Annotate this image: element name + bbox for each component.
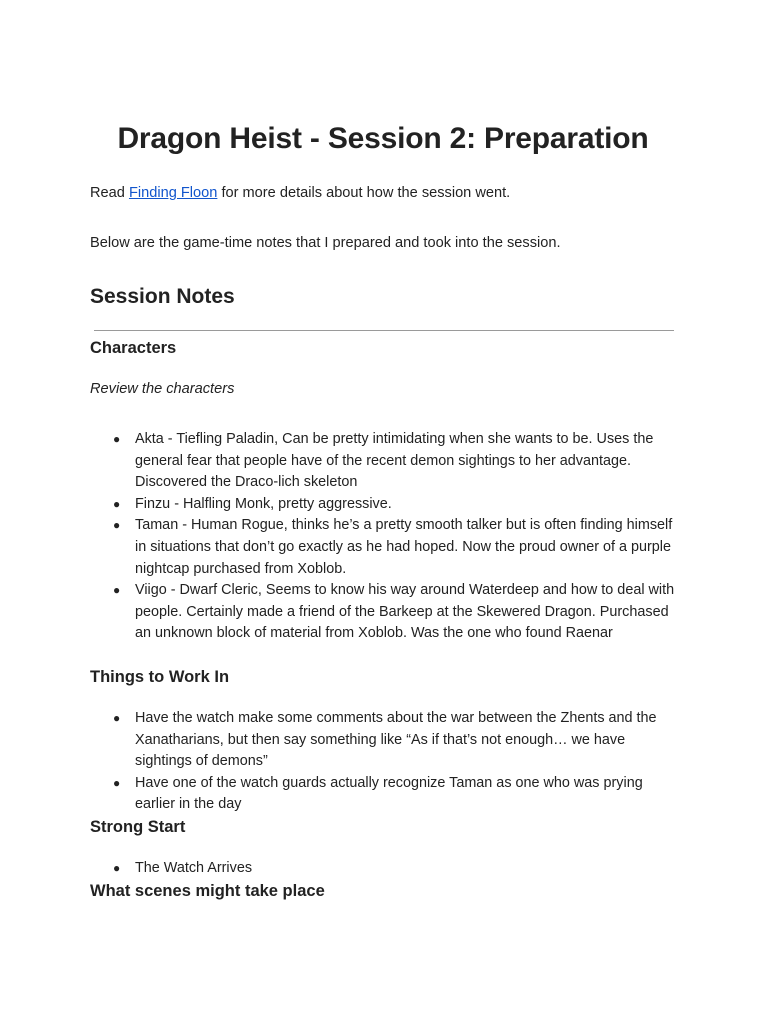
character-finzu: Finzu - Halfling Monk, pretty aggressive. xyxy=(135,495,392,512)
characters-heading: Characters xyxy=(90,339,177,357)
scenes-heading: What scenes might take place xyxy=(90,882,325,900)
bullet-icon: ● xyxy=(113,861,121,875)
session-notes-heading: Session Notes xyxy=(90,285,235,308)
bullet-icon: ● xyxy=(113,518,121,533)
character-viigo: Viigo - Dwarf Cleric, Seems to know his way around Waterdeep and how to deal with people. Certainly made a friend of the Barkeep at the Skewered Dragon. Purchased an unknown block of material from Xoblob. Was the one who found Raenar xyxy=(135,582,675,642)
bullet-icon: ● xyxy=(113,775,121,790)
work-in-item-watch-comments: Have the watch make some comments about the war between the Zhents and the Xanatharians, but then say something like “As if that’s not enough… we have sightings of demons” xyxy=(135,710,657,770)
finding-floon-link[interactable]: Finding Floon xyxy=(128,185,218,201)
intro-paragraph xyxy=(90,183,510,205)
bullet-icon: ● xyxy=(113,711,121,725)
list-item xyxy=(90,708,680,773)
work-in-item-recognize-taman: Have one of the watch guards actually recognize Taman as one who was prying earlier in the day xyxy=(135,774,643,813)
strong-start-list xyxy=(90,858,680,880)
list-item xyxy=(90,858,680,880)
document-title: Dragon Heist - Session 2: Preparation xyxy=(117,122,649,155)
list-item xyxy=(90,773,680,816)
things-to-work-in-list xyxy=(90,708,680,816)
characters-subtitle: Review the characters xyxy=(90,381,235,397)
list-item xyxy=(90,429,680,494)
notes-description: Below are the game-time notes that I prepared and took into the session. xyxy=(90,235,561,251)
things-to-work-in-heading: Things to Work In xyxy=(90,668,230,686)
intro-text-before: Read xyxy=(90,185,129,201)
list-item xyxy=(90,580,680,645)
list-item xyxy=(90,494,680,516)
intro-text-after: for more details about how the session went. xyxy=(217,185,511,201)
character-taman: Taman - Human Rogue, thinks he’s a pretty smooth talker but is often finding himself in situations that don’t go exactly as he had hoped. Now the proud owner of a purple nightcap purchased from Xoblob. xyxy=(135,517,673,577)
bullet-icon: ● xyxy=(113,432,121,446)
strong-start-heading: Strong Start xyxy=(90,818,186,836)
characters-list xyxy=(90,429,680,645)
character-akta: Akta - Tiefling Paladin, Can be pretty intimidating when she wants to be. Uses the general fear that people have of the recent demon sightings to her advantage. Discovered the Draco-lich skeleton xyxy=(135,431,654,491)
strong-start-item: The Watch Arrives xyxy=(135,860,253,876)
horizontal-rule xyxy=(94,330,674,331)
bullet-icon: ● xyxy=(113,496,121,511)
bullet-icon: ● xyxy=(113,583,121,598)
list-item xyxy=(90,515,680,580)
